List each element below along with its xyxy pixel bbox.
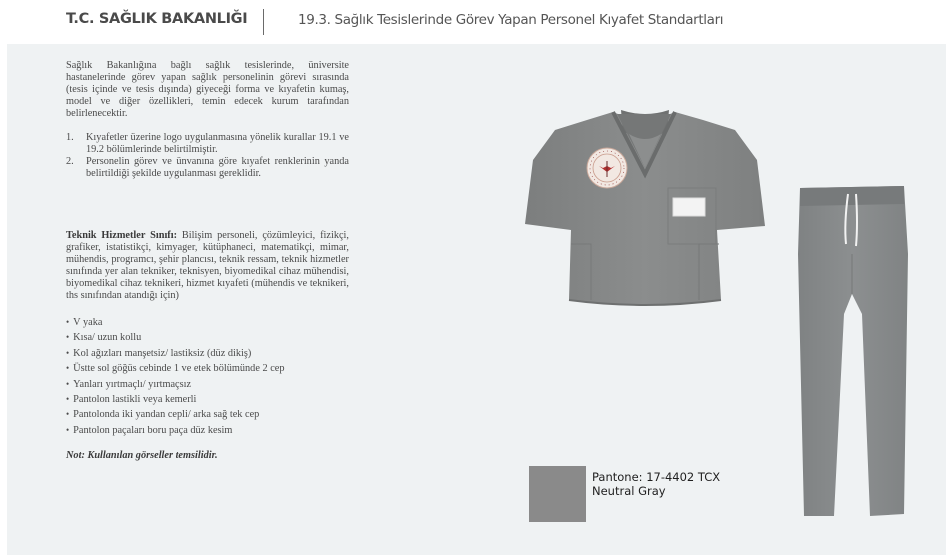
feature-list (66, 315, 349, 438)
category-label: Teknik Hizmetler Sınıfı: (66, 230, 178, 241)
ministry-logo-icon (587, 148, 627, 188)
page-header (0, 0, 948, 44)
color-swatch (529, 466, 586, 522)
pantone-label (592, 470, 720, 498)
item-text: Kıyafetler üzerine logo uygulanmasına yönelik kurallar 19.1 ve 19.2 bölümlerinde belirtilmiştir. (86, 132, 349, 155)
disclaimer-note: Not: Kullanılan görseller temsilidir. (66, 450, 218, 462)
intro-paragraph: Sağlık Bakanlığına bağlı sağlık tesislerinde, üniversite hastanelerinde görev yapan sağlık personelinin görevi sırasında (tesis içinde ve tesis dışında) giyeceği forma ve kıyafetin kumaş, model ve diğer özellikleri, temin edecek kurum tarafından belirlenecektir. (66, 60, 349, 119)
numbered-list (66, 132, 349, 180)
scrub-top-image (525, 104, 765, 312)
feature-item: • Pantolonda iki yandan cepli/ arka sağ tek cep (66, 407, 349, 422)
feature-item: • Pantolon paçaları boru paça düz kesim (66, 423, 349, 438)
item-number: 2. (66, 156, 74, 167)
drawstring-right (856, 194, 857, 246)
feature-item: • Kısa/ uzun kollu (66, 330, 349, 345)
category-paragraph (66, 230, 349, 302)
item-text: Personelin görev ve ünvanına göre kıyafet renklerinin yanda belirtildiği şekilde uygulanması gereklidir. (86, 156, 349, 179)
numbered-item (66, 156, 349, 180)
feature-item: • Kol ağızları manşetsiz/ lastiksiz (düz dikiş) (66, 346, 349, 361)
color-name: Neutral Gray (592, 484, 666, 498)
numbered-item (66, 132, 349, 156)
feature-item: • Üstte sol göğüs cebinde 1 ve etek bölümünde 2 cep (66, 361, 349, 376)
description-column (66, 60, 349, 462)
ministry-brand: T.C. SAĞLIK BAKANLIĞI (66, 11, 248, 27)
category-text: Bilişim personeli, çözümleyici, fizikçi, grafiker, istatistikçi, kimyager, kütüphaneci, matematikçi, mimar, mühendis, programcı, şehir plancısı, teknik ressam, teknik hizmetler sınıfında yer alan tekniker, teknisyen, biyomedikal cihaz mühendisi, biyomedikal cihaz teknikeri, hizmet kıyafeti (mühendis ve teknikeri, ths sınıfından atandığı için) (66, 230, 349, 301)
header-divider (263, 9, 264, 35)
pantone-code: Pantone: 17-4402 TCX (592, 470, 721, 484)
feature-item: • Pantolon lastikli veya kemerli (66, 392, 349, 407)
feature-item: • Yanları yırtmaçlı/ yırtmaçsız (66, 377, 349, 392)
scrub-trousers-image (792, 184, 912, 524)
section-title: 19.3. Sağlık Tesislerinde Görev Yapan Personel Kıyafet Standartları (298, 12, 724, 28)
name-badge (673, 198, 705, 216)
item-number: 1. (66, 132, 74, 143)
feature-item: • V yaka (66, 315, 349, 330)
